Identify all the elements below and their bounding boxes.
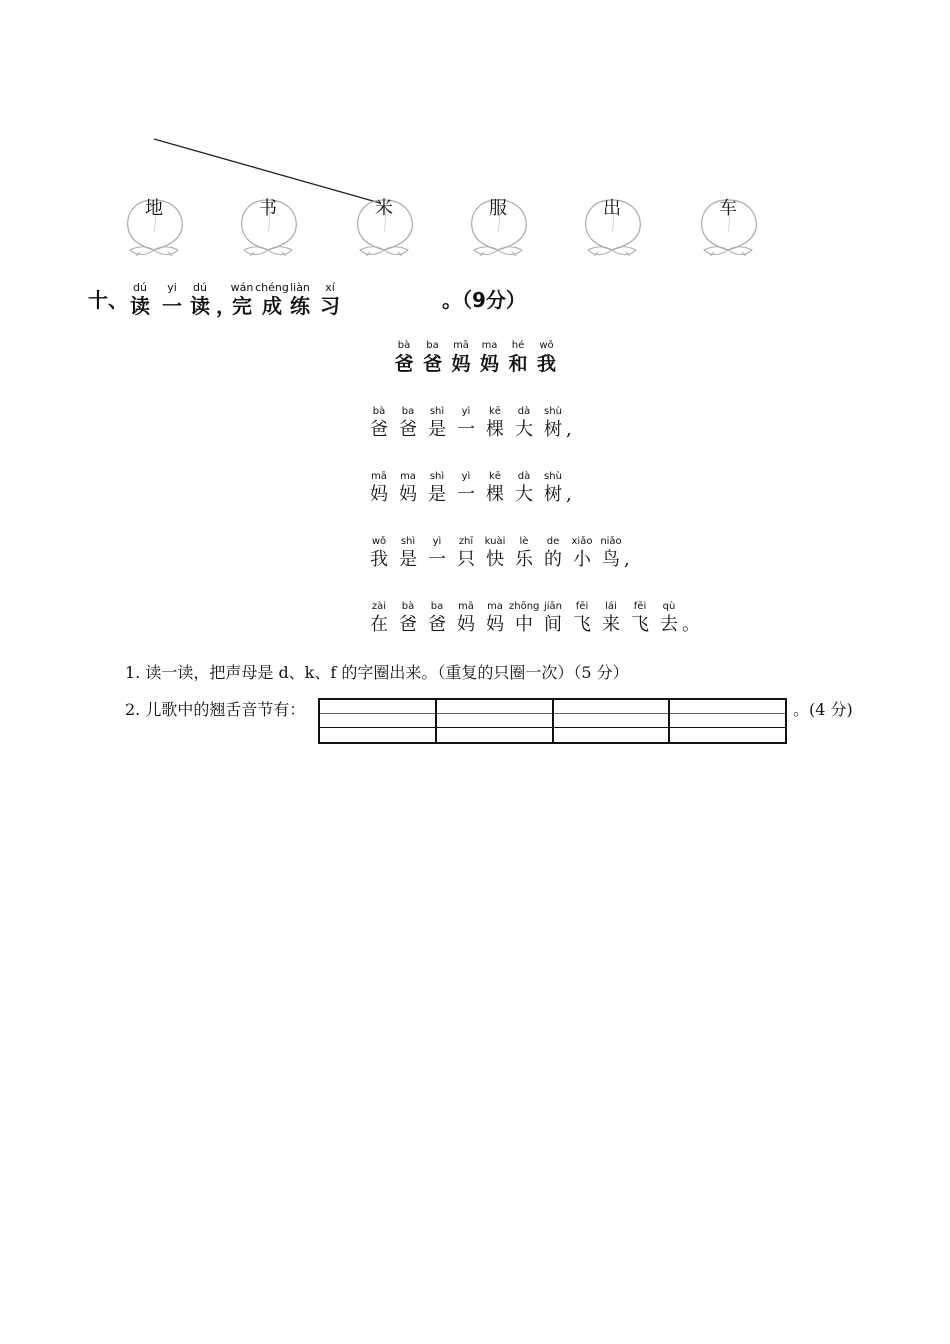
question-2-score: 。(4 分) (793, 700, 853, 719)
heading-word (122, 281, 158, 318)
poem-char (422, 405, 452, 442)
peach-card[interactable] (700, 192, 770, 264)
heading-word (312, 281, 348, 318)
poem-char (422, 600, 452, 637)
poem-char (596, 535, 626, 572)
hanzi: 读 (130, 294, 150, 318)
poem-char (364, 600, 394, 637)
poem-char (451, 470, 481, 507)
hanzi: 是 (428, 419, 446, 440)
poem-char (504, 339, 532, 376)
poem-punctuation: , (624, 549, 630, 570)
hanzi: 妈 (399, 484, 417, 505)
section-number: 十、 (88, 288, 128, 312)
poem-line (366, 597, 726, 637)
pinyin: qù (662, 601, 676, 612)
peach-character: 书 (259, 198, 277, 219)
poem-title (390, 336, 570, 376)
pinyin: fēi (633, 601, 647, 612)
question-2-label: 2. 儿歌中的翘舌音节有： (125, 700, 306, 719)
pinyin: xiǎo (571, 536, 593, 547)
hanzi: 小 (573, 549, 591, 570)
poem-char (364, 405, 394, 442)
poem-char (393, 405, 423, 442)
pinyin: yì (461, 406, 471, 417)
poem-char (509, 535, 539, 572)
hanzi: 一 (457, 484, 475, 505)
hanzi: 爸 (428, 614, 446, 635)
hanzi: 棵 (486, 419, 504, 440)
pinyin: ma (400, 471, 416, 482)
poem-char (480, 600, 510, 637)
answer-cell[interactable] (670, 700, 785, 742)
pinyin: yì (432, 536, 442, 547)
pinyin: mā (453, 340, 469, 351)
hanzi: 我 (370, 549, 388, 570)
hanzi: 爸 (394, 353, 414, 375)
peach-character: 服 (489, 198, 507, 219)
pinyin: yi (167, 281, 177, 294)
hanzi: 妈 (479, 353, 499, 375)
poem-char (538, 405, 568, 442)
poem-char (419, 339, 447, 376)
peach-card[interactable] (240, 192, 310, 264)
peach-card[interactable] (470, 192, 540, 264)
pinyin: xí (325, 281, 335, 294)
pinyin: ba (430, 601, 444, 612)
pinyin: jiān (543, 601, 563, 612)
pinyin: hé (511, 340, 525, 351)
section-score: 。（9分） (442, 288, 526, 312)
hanzi: 读 (190, 294, 210, 318)
hanzi: 快 (486, 549, 504, 570)
poem-char (447, 339, 475, 376)
poem-line (366, 467, 726, 507)
pinyin: kuài (484, 536, 506, 547)
pinyin: shù (544, 406, 562, 417)
poem-punctuation: 。 (682, 614, 700, 635)
poem-punctuation: , (566, 419, 572, 440)
poem-char (480, 470, 510, 507)
pinyin: wǒ (539, 340, 554, 351)
poem-char (538, 600, 568, 637)
hanzi: 爸 (399, 614, 417, 635)
hanzi: 爸 (370, 419, 388, 440)
pinyin: niǎo (600, 536, 622, 547)
hanzi: 去 (660, 614, 678, 635)
hanzi: 树 (544, 419, 562, 440)
pinyin: dú (133, 281, 147, 294)
pinyin: lái (605, 601, 617, 612)
hanzi: 的 (544, 549, 562, 570)
answer-cell[interactable] (437, 700, 554, 742)
hanzi: 乐 (515, 549, 533, 570)
pinyin: zhī (458, 536, 474, 547)
hanzi: 鸟 (602, 549, 620, 570)
hanzi: 大 (515, 484, 533, 505)
poem-char (533, 339, 561, 376)
pinyin: dà (517, 471, 531, 482)
peach-card[interactable] (126, 192, 196, 264)
peach-character: 地 (145, 198, 163, 219)
pinyin: dà (517, 406, 531, 417)
pinyin: wán (230, 281, 254, 294)
pinyin: chéng (255, 281, 289, 294)
poem-char (567, 600, 597, 637)
answer-cell[interactable] (554, 700, 671, 742)
answer-grid[interactable] (318, 698, 787, 744)
poem-char (393, 600, 423, 637)
poem-char (596, 600, 626, 637)
hanzi: 妈 (370, 484, 388, 505)
poem-char (393, 535, 423, 572)
poem-char (451, 535, 481, 572)
pinyin: shì (400, 536, 416, 547)
peach-character: 出 (603, 198, 621, 219)
poem-char (538, 470, 568, 507)
hanzi: 来 (602, 614, 620, 635)
hanzi: 习 (320, 294, 340, 318)
poem-char (509, 600, 539, 637)
hanzi: 飞 (573, 614, 591, 635)
hanzi: 爸 (399, 419, 417, 440)
pinyin: shù (544, 471, 562, 482)
peach-character: 车 (719, 198, 737, 219)
pinyin: ma (481, 340, 498, 351)
pinyin: wǒ (371, 536, 387, 547)
hanzi: 一 (428, 549, 446, 570)
poem-char (480, 535, 510, 572)
pinyin: ba (426, 340, 439, 351)
pinyin: de (546, 536, 560, 547)
hanzi: 和 (508, 353, 528, 375)
poem-char (567, 535, 597, 572)
pinyin: kē (489, 406, 501, 417)
peach-character: 米 (375, 198, 393, 219)
pinyin: mā (371, 471, 387, 482)
hanzi: 爸 (422, 353, 442, 375)
pinyin: bà (397, 340, 411, 351)
hanzi: 中 (515, 614, 533, 635)
hanzi: 一 (162, 294, 182, 318)
hanzi: 在 (370, 614, 388, 635)
pinyin: zài (371, 601, 387, 612)
poem-char (509, 470, 539, 507)
hanzi: 妈 (457, 614, 475, 635)
hanzi: 是 (399, 549, 417, 570)
peach-card[interactable] (356, 192, 426, 264)
hanzi: 练 (290, 294, 310, 318)
peach-card[interactable] (584, 192, 654, 264)
poem-char (480, 405, 510, 442)
hanzi: 我 (536, 353, 556, 375)
hanzi: 只 (457, 549, 475, 570)
hanzi: 飞 (631, 614, 649, 635)
pinyin: shì (429, 406, 445, 417)
poem-char (538, 535, 568, 572)
pinyin: mā (458, 601, 474, 612)
poem-char (451, 405, 481, 442)
hanzi: ， (216, 294, 236, 318)
hanzi: 妈 (451, 353, 471, 375)
hanzi: 成 (262, 294, 282, 318)
question-1: 1. 读一读，把声母是 d、k、f 的字圈出来。（重复的只圈一次）（5 分） (125, 663, 629, 682)
answer-cell[interactable] (320, 700, 437, 742)
pinyin: ma (487, 601, 503, 612)
pinyin: shì (429, 471, 445, 482)
poem-char (476, 339, 504, 376)
hanzi: 树 (544, 484, 562, 505)
hanzi: 间 (544, 614, 562, 635)
pinyin: zhōng (509, 601, 540, 612)
poem-char (509, 405, 539, 442)
hanzi: 一 (457, 419, 475, 440)
poem-char (390, 339, 418, 376)
pinyin: liàn (290, 281, 310, 294)
pinyin: ba (401, 406, 415, 417)
poem-char (451, 600, 481, 637)
poem-char (625, 600, 655, 637)
pinyin: fēi (575, 601, 589, 612)
poem-line (366, 402, 726, 442)
hanzi: 大 (515, 419, 533, 440)
pinyin: bà (372, 406, 386, 417)
pinyin: bà (401, 601, 415, 612)
poem-char (364, 535, 394, 572)
hanzi: 是 (428, 484, 446, 505)
poem-char (422, 535, 452, 572)
pinyin: dú (193, 281, 207, 294)
poem-char (422, 470, 452, 507)
hanzi: 棵 (486, 484, 504, 505)
poem-char (393, 470, 423, 507)
pinyin: lè (519, 536, 529, 547)
poem-punctuation: , (566, 484, 572, 505)
poem-char (654, 600, 684, 637)
poem-line (366, 532, 726, 572)
pinyin: yì (461, 471, 471, 482)
poem-char (364, 470, 394, 507)
hanzi: 完 (232, 294, 252, 318)
pinyin: kē (489, 471, 501, 482)
hanzi: 妈 (486, 614, 504, 635)
